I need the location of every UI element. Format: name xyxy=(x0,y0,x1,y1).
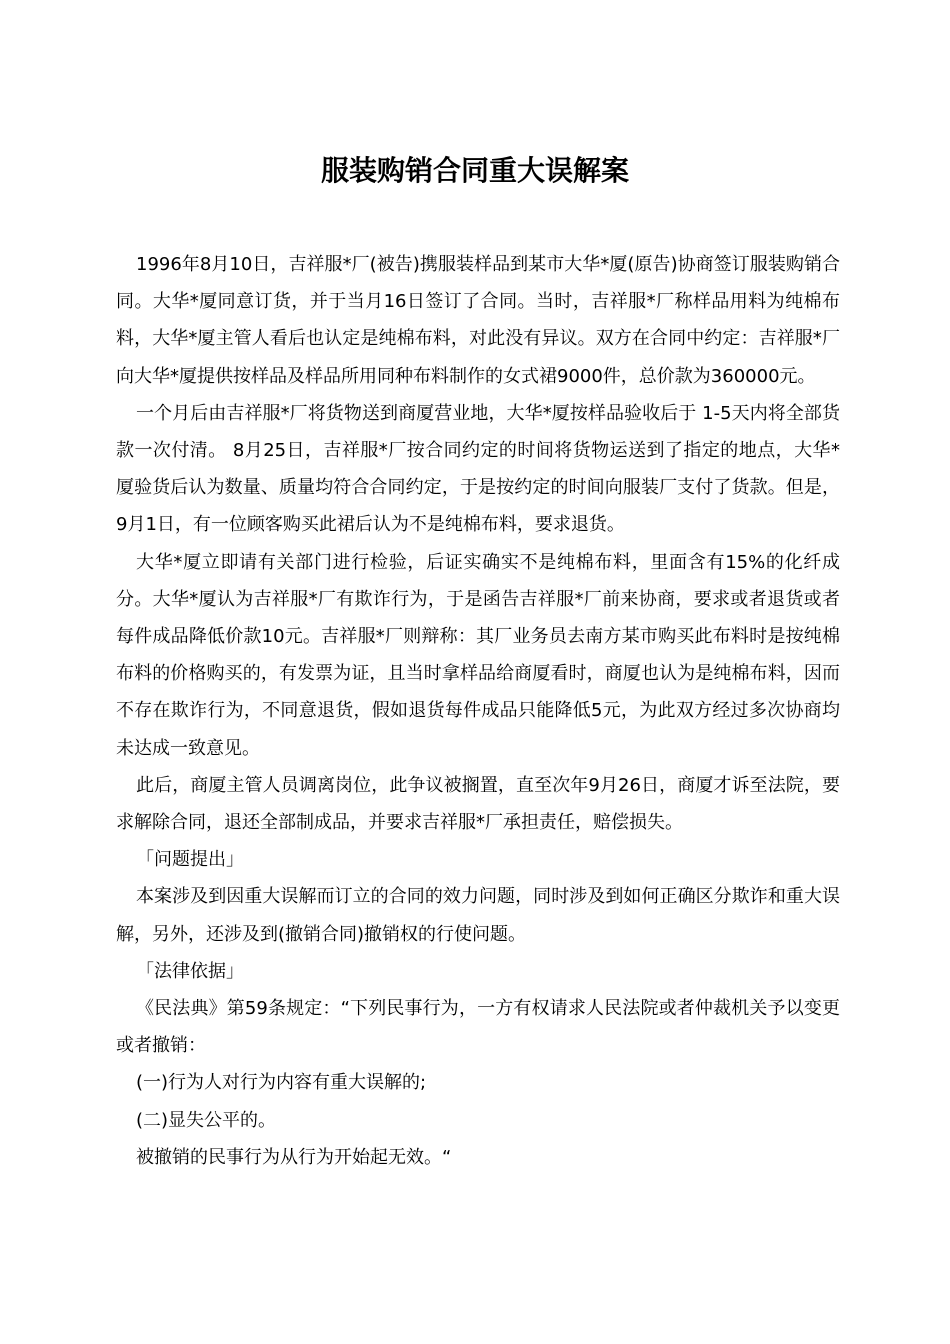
paragraph-void-from-start: 被撤销的民事行为从行为开始起无效。“ xyxy=(136,1146,452,1168)
document-title: 服装购销合同重大误解案 xyxy=(320,153,629,187)
paragraph-lawsuit: 此后，商厦主管人员调离岗位，此争议被搁置，直至次年9月26日，商厦才诉至法院，要求解除合同，退还全部制成品，并要求吉祥服*厂承担责任，赔偿损失。 xyxy=(116,774,840,834)
paragraph-clause-one: (一)行为人对行为内容有重大误解的; xyxy=(136,1072,427,1094)
paragraph-delivery-payment: 一个月后由吉祥服*厂将货物送到商厦营业地，大华*厦按样品验收后于 1-5天内将全部货款一次付清。 8月25日，吉祥服*厂按合同约定的时间将货物运送到了指定的地点，大华*厦验货后认为数量、质量均符合合同约定，于是按约定的时间向服装厂支付了货款。但是，9月1日，有一位顾客购买此裙后认为不是纯棉布料，要求退货。 xyxy=(116,402,840,536)
document-body xyxy=(116,246,840,1176)
paragraph-issue: 本案涉及到因重大误解而订立的合同的效力问题，同时涉及到如何正确区分欺诈和重大误解，另外，还涉及到(撤销合同)撤销权的行使问题。 xyxy=(116,886,840,945)
section-heading-issue: 「问题提出」 xyxy=(136,849,244,871)
paragraph-clause-two: (二)显失公平的。 xyxy=(136,1109,277,1131)
paragraph-inspection-dispute: 大华*厦立即请有关部门进行检验，后证实确实不是纯棉布料，里面含有15%的化纤成分。大华*厦认为吉祥服*厂有欺诈行为，于是函告吉祥服*厂前来协商，要求或者退货或者每件成品降低价款10元。吉祥服*厂则辩称：其厂业务员去南方某市购买此布料时是按纯棉布料的价格购买的，有发票为证，且当时拿样品给商厦看时，商厦也认为是纯棉布料，因而不存在欺诈行为，不同意退货，假如退货每件成品只能降低5元，为此双方经过多次协商均未达成一致意见。 xyxy=(116,551,840,759)
paragraph-case-background: 1996年8月10日，吉祥服*厂(被告)携服装样品到某市大华*厦(原告)协商签订服装购销合同。大华*厦同意订货，并于当月16日签订了合同。当时，吉祥服*厂称样品用料为纯棉布料，大华*厦主管人看后也认定是纯棉布料，对此没有异议。双方在合同中约定：吉祥服*厂向大华*厦提供按样品及样品所用同种布料制作的女式裙9000件，总价款为360000元。 xyxy=(116,254,840,387)
paragraph-legal-article: 《民法典》第59条规定：“下列民事行为，一方有权请求人民法院或者仲裁机关予以变更或者撤销： xyxy=(116,998,840,1057)
section-heading-legal-basis: 「法律依据」 xyxy=(136,960,244,982)
